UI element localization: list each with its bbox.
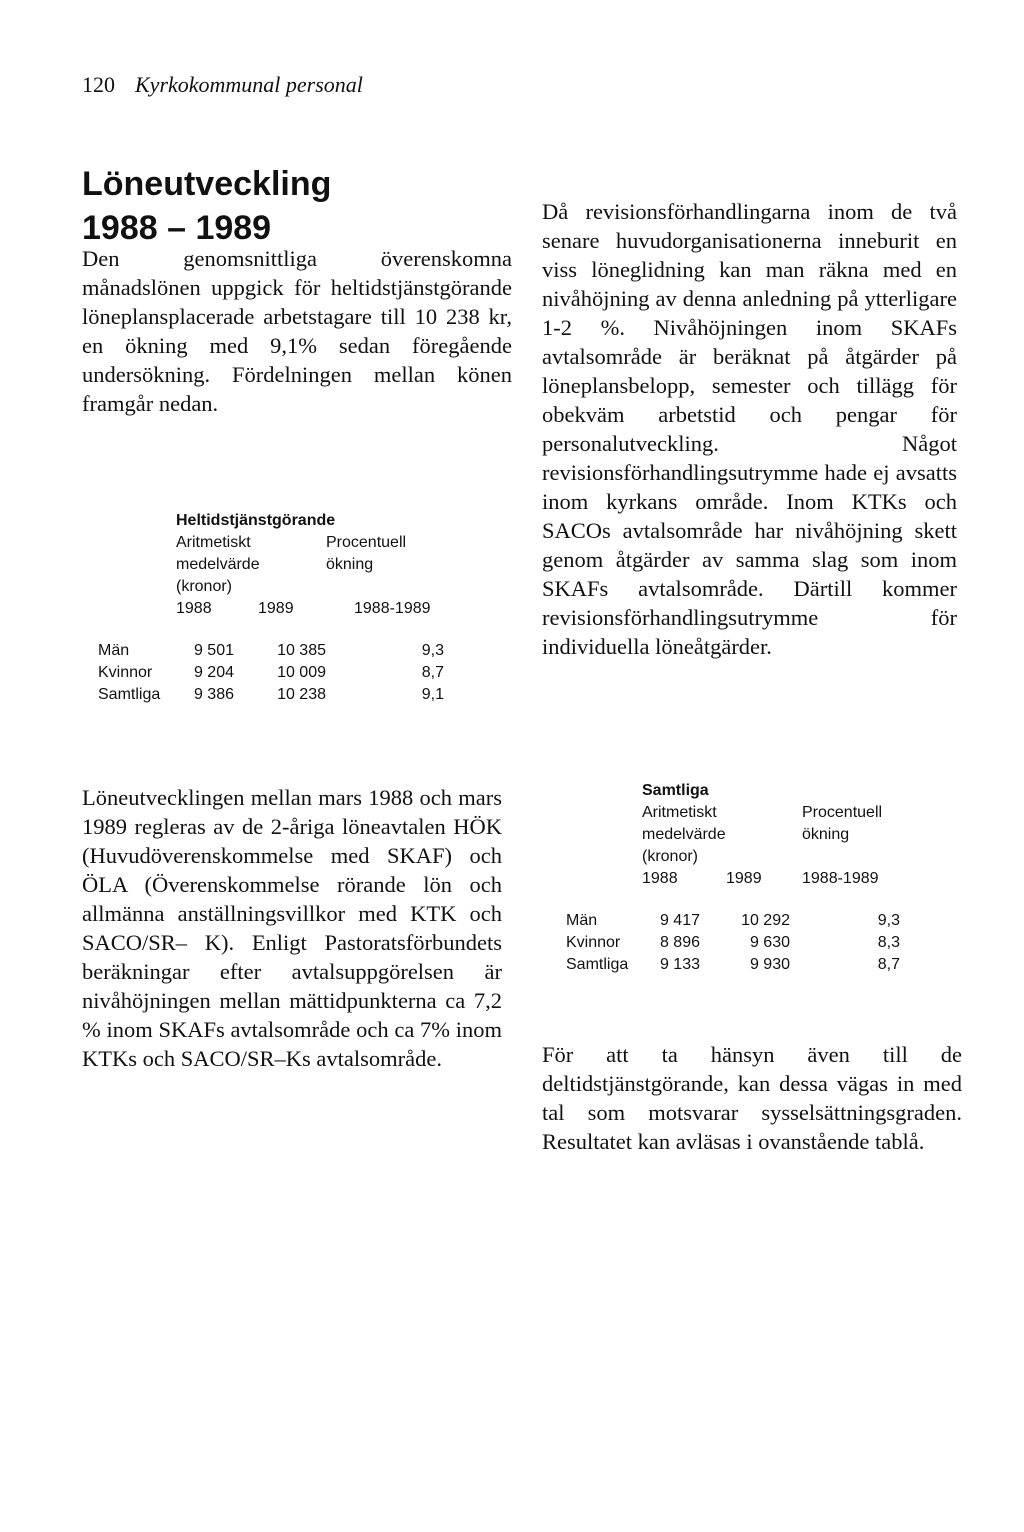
row-label-men: Män bbox=[566, 912, 598, 929]
cell-women-1988: 9 204 bbox=[193, 664, 234, 681]
col-mean-label-3: (kronor) bbox=[176, 578, 233, 595]
page-number: 120 bbox=[82, 72, 115, 97]
col-increase-label-1: Procentuell bbox=[326, 534, 407, 551]
cell-women-1989: 10 009 bbox=[277, 664, 326, 681]
cell-all-1989: 10 238 bbox=[277, 686, 326, 703]
col-increase-label-2: ökning bbox=[802, 826, 850, 843]
row-label-women: Kvinnor bbox=[566, 934, 621, 951]
col-mean-label-3: (kronor) bbox=[642, 848, 699, 865]
heading-line-1: Löneutveckling bbox=[82, 165, 332, 203]
intro-paragraph: Den genomsnittliga överenskomna månadslönen uppgick för heltidstjänstgörande löneplansplacerade arbetstagare till 10 238 kr, en ökning med 9,1% sedan föregående undersökning. Fördelningen mellan könen framgår nedan. bbox=[82, 246, 512, 416]
table-all bbox=[566, 780, 966, 980]
col-period: 1988-1989 bbox=[802, 870, 879, 887]
col-increase-label-1: Procentuell bbox=[802, 804, 883, 821]
cell-men-1989: 10 292 bbox=[741, 912, 790, 929]
cell-all-increase: 8,7 bbox=[877, 956, 900, 973]
left-paragraph-2: Löneutvecklingen mellan mars 1988 och mars 1989 regleras av de 2-åriga löneavtalen HÖK (Huvudöverenskommelse med SKAF) och ÖLA (Överenskommelse rörande lön och allmänna anställningsvillkor med KTK och SACO/SR– K). Enligt Pastoratsförbundets beräkningar efter avtalsuppgörelsen är nivåhöjningen mellan mättidpunkterna ca 7,2 % inom SKAFs avtalsområde och ca 7% inom KTKs och SACO/SR–Ks avtalsområde. bbox=[82, 785, 502, 1071]
row-label-women: Kvinnor bbox=[98, 664, 153, 681]
cell-men-increase: 9,3 bbox=[421, 642, 444, 659]
right-paragraph-1: Då revisionsförhandlingarna inom de två senare huvudorganisationerna inneburit en viss löneglidning kan man räkna med en nivåhöjning av denna anledning på ytterligare 1-2 %. Nivåhöjningen inom SKAFs avtalsområde är beräknat på åtgärder på löneplansbelopp, semester och tillägg för obekväm arbetstid och pengar för personalutveckling. Något revisionsförhandlingsutrymme hade ej avsatts inom kyrkans område. Inom KTKs och SACOs avtalsområde har nivåhöjning skett genom åtgärder av samma slag som inom SKAFs avtalsområde. Därtill kommer revisionsförhandlingsutrymme för individuella löneåtgärder. bbox=[542, 199, 957, 659]
cell-all-1988: 9 386 bbox=[193, 686, 234, 703]
row-label-all: Samtliga bbox=[566, 956, 629, 973]
col-year-1989: 1989 bbox=[726, 870, 762, 887]
col-year-1988: 1988 bbox=[176, 600, 212, 617]
right-paragraph-2: För att ta hänsyn även till de deltidstjänstgörande, kan dessa vägas in med tal som motsvarar sysselsättningsgraden. Resultatet kan avläsas i ovanstående tablå. bbox=[542, 1042, 962, 1154]
col-mean-label-1: Aritmetiskt bbox=[642, 804, 717, 821]
table-title: Samtliga bbox=[642, 782, 709, 799]
running-title: Kyrkokommunal personal bbox=[135, 72, 363, 97]
cell-men-increase: 9,3 bbox=[877, 912, 900, 929]
cell-men-1988: 9 417 bbox=[659, 912, 700, 929]
col-mean-label-2: medelvärde bbox=[176, 556, 260, 573]
heading-line-2: 1988 – 1989 bbox=[82, 209, 272, 247]
cell-all-increase: 9,1 bbox=[421, 686, 444, 703]
col-year-1989: 1989 bbox=[258, 600, 294, 617]
col-mean-label-2: medelvärde bbox=[642, 826, 726, 843]
cell-all-1988: 9 133 bbox=[659, 956, 700, 973]
cell-women-increase: 8,3 bbox=[877, 934, 900, 951]
row-label-men: Män bbox=[98, 642, 130, 659]
col-mean-label-1: Aritmetiskt bbox=[176, 534, 251, 551]
section-heading bbox=[82, 162, 512, 250]
cell-women-1989: 9 630 bbox=[749, 934, 790, 951]
cell-women-1988: 8 896 bbox=[659, 934, 700, 951]
running-header bbox=[82, 72, 363, 98]
cell-men-1988: 9 501 bbox=[193, 642, 234, 659]
col-year-1988: 1988 bbox=[642, 870, 678, 887]
table-title: Heltidstjänstgörande bbox=[176, 512, 336, 529]
cell-women-increase: 8,7 bbox=[421, 664, 444, 681]
cell-men-1989: 10 385 bbox=[277, 642, 326, 659]
row-label-all: Samtliga bbox=[98, 686, 161, 703]
table-fulltime bbox=[82, 510, 482, 710]
cell-all-1989: 9 930 bbox=[749, 956, 790, 973]
col-increase-label-2: ökning bbox=[326, 556, 374, 573]
col-period: 1988-1989 bbox=[354, 600, 431, 617]
